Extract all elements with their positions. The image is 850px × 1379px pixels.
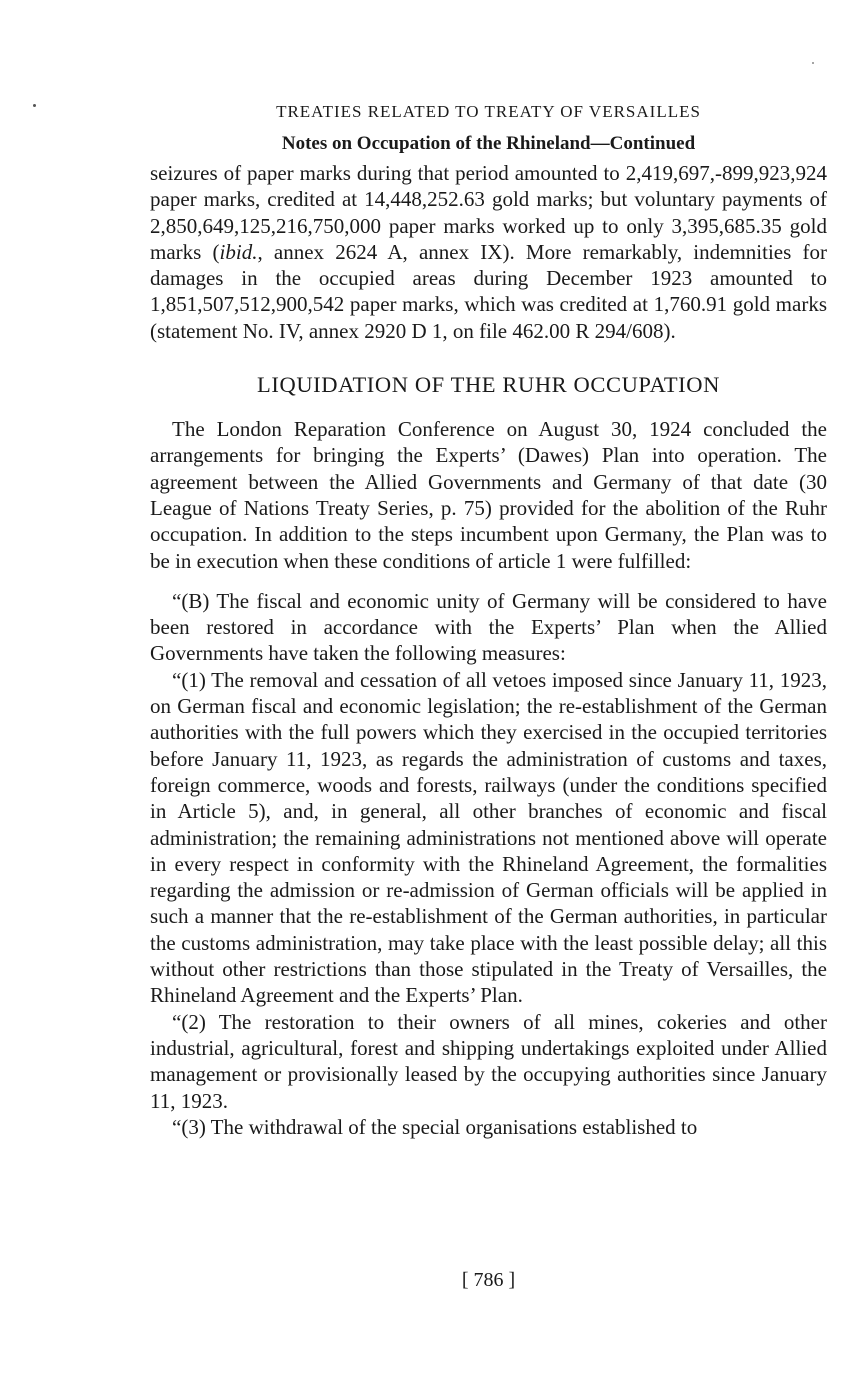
page-number: [ 786 ] (461, 1269, 516, 1291)
ibid-citation: ibid. (219, 239, 258, 264)
intro-text-part-1: seizures of paper marks during that period amounted to 2,419,697,-899,923,924 paper marks, credited at 14,448,252.63 gold marks; but voluntary payments of 2,850,649,125,216,750,000 paper marks worked up to only 3,395,685.35 gold marks ( (150, 161, 827, 264)
intro-paragraph (150, 160, 827, 344)
scan-speck (812, 62, 814, 64)
document-page (150, 96, 827, 1140)
paragraph-quote-3: “(3) The withdrawal of the special organisations established to (172, 1114, 698, 1139)
section-subhead: Notes on Occupation of the Rhineland—Continued (281, 133, 696, 154)
section-title: LIQUIDATION OF THE RUHR OCCUPATION (257, 372, 720, 398)
intro-text-part-2: , annex 2624 A, annex IX). More remarkably, indemnities for damages in the occupied areas during December 1923 amounted to 1,851,507,512,900,542 paper marks, which was credited at 1,760.91 gold marks (statement No. IV, annex 2920 D 1, on file 462.00 R 294/608). (150, 239, 827, 343)
running-head: TREATIES RELATED TO TREATY OF VERSAILLES (276, 102, 701, 121)
paragraph-quote-b: “(B) The fiscal and economic unity of Germany will be considered to have been restored in accordance with the Experts’ Plan when the Allied Governments have taken the following measures: (150, 588, 827, 666)
paragraph-quote-2: “(2) The restoration to their owners of all mines, cokeries and other industrial, agricultural, forest and shipping undertakings exploited under Allied management or provisionally leased by the occupying authorities since January 11, 1923. (150, 1009, 827, 1113)
paragraph-quote-1: “(1) The removal and cessation of all vetoes imposed since January 11, 1923, on German fiscal and economic legislation; the re-establishment of the German authorities with the full powers which they exercised in the occupied territories before January 11, 1923, as regards the administration of customs and taxes, foreign commerce, woods and forests, railways (under the conditions specified in Article 5), and, in general, all other branches of economic and fiscal administration; the remaining administrations not mentioned above will operate in every respect in conformity with the Rhineland Agreement, the formalities regarding the admission or re-admission of German officials will be applied in such a manner that the re-establishment of the German authorities, in particular the customs administration, may take place with the least possible delay; all this without other restrictions than those stipulated in the Treaty of Versailles, the Rhineland Agreement and the Experts’ Plan. (150, 667, 827, 1008)
paragraph-conference: The London Reparation Conference on August 30, 1924 concluded the arrangements for bringing the Experts’ (Dawes) Plan into operation. The agreement between the Allied Governments and Germany of that date (30 League of Nations Treaty Series, p. 75) provided for the abolition of the Ruhr occupation. In addition to the steps incumbent upon Germany, the Plan was to be in execution when these conditions of article 1 were fulfilled: (150, 417, 827, 573)
scan-speck (33, 104, 36, 107)
